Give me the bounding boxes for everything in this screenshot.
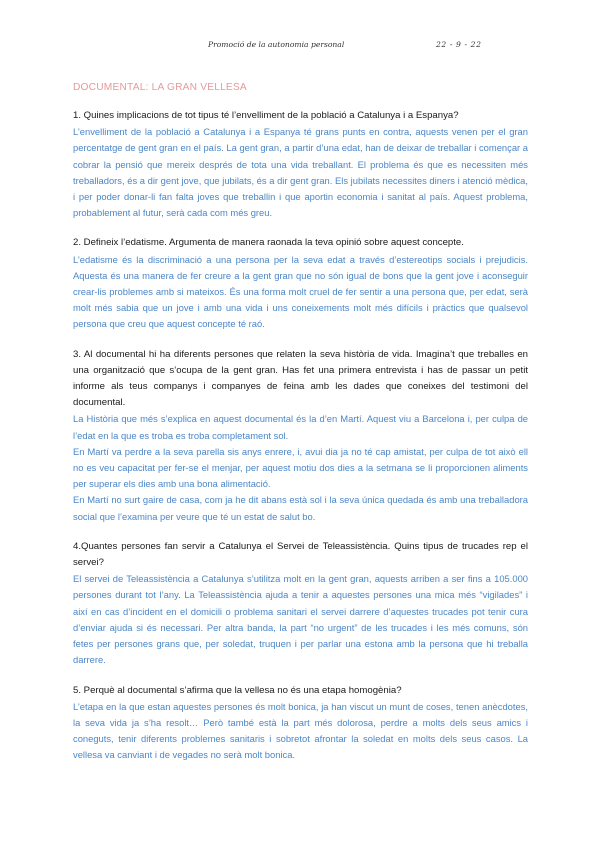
answer-4: El servei de Teleassistència a Catalunya s’utilitza molt en la gent gran, aquests arriben a ser fins a 105.000 persones durant tot l’any. La Teleassistència ajuda a tenir a aquestes persones una mica més “vigilades” i així en cas d’incident en el domicili o problema sanitari el servei darrere d’aquestes trucades pot tenir cura d’enviar ajuda si és necessari. Per altra banda, la part “no urgent” de les trucades i les més comuns, són fetes per persones grans que, per soledat, truquen i per parlar una estona amb la persona que hi treballa darrere. (73, 573, 528, 666)
section-3 (73, 347, 528, 525)
header-date: 22 - 9 - 22 (436, 40, 482, 49)
document-body (73, 108, 528, 778)
section-5 (73, 683, 528, 764)
answer-3-paragraph-1: La Història que més s’explica en aquest documental és la d’en Martí. Aquest viu a Barcelona i, per culpa de l’edat en la que es troba es troba completament sol. (73, 413, 528, 441)
section-2 (73, 235, 528, 332)
question-3: 3. Al documental hi ha diferents persones que relaten la seva història de vida. Imagina’t que treballes en una organització que s’ocupa de la gent gran. Has fet una primera entrevista i has de passar un petit informe als teus companys i companyes de feina amb les dades que coneixes del testimoni del documental. (73, 348, 528, 409)
question-2: 2. Defineix l’edatisme. Argumenta de manera raonada la teva opinió sobre aquest concepte. (73, 237, 464, 249)
answer-2: L’edatisme és la discriminació a una persona per la seva edat a través d’estereotips socials i prejudicis. Aquesta és una manera de fer creure a la gent gran que no són igual de bons que la gent jove i aconseguir crear-lis problemes amb si mateixos. És una forma molt cruel de fer sentir a una persona que, per edat, serà molt més sabia que un jove i amb una vida i uns coneixements molt més difícils i pràctics que qualsevol persona que creu que aquest concepte té raó. (73, 253, 528, 330)
answer-3-paragraph-2: En Martí va perdre a la seva parella sis anys enrere, i, avui dia ja no té cap amistat, per culpa de tot això ell no es veu capacitat per fer-se el menjar, per aquest motiu dos dies a la setmana se li proporcionen aliments per superar els dies amb una bona alimentació. (73, 445, 528, 490)
question-4: 4.Quantes persones fan servir a Catalunya el Servei de Teleassistència. Quins tipus de trucades rep el servei? (73, 540, 528, 569)
question-1: 1. Quines implicacions de tot tipus té l’envelliment de la població a Catalunya i a Espanya? (73, 110, 459, 121)
question-5: 5. Perquè al documental s’afirma que la vellesa no és una etapa homogènia? (73, 684, 402, 696)
answer-1: L’envelliment de la població a Catalunya i a Espanya té grans punts en contra, aquests venen per el gran percentatge de gent gran en el país. La gent gran, a partir d’una edat, han de deixar de treballar i començar a cobrar la pensió que mereix després de tota una vida treballant. El problema és que es necessiten més treballadors, és a dir gent jove, que jubilats, és a dir gent gran. Els jubilats necessites diners i atenció mèdica, i per poder donar-li fan falta joves que treballin i que aportin economia i sanitat al país. Aquest problema, probablement al futur, serà cada com més greu. (73, 126, 528, 219)
answer-3-paragraph-3: En Martí no surt gaire de casa, com ja he dit abans està sol i la seva única quedada és amb una treballadora social que l’examina per veure que té un estat de salut bo. (73, 494, 528, 522)
answer-5: L’etapa en la que estan aquestes persones és molt bonica, ja han viscut un munt de coses, tenen anècdotes, la seva vida ja s’ha resolt… Però també està la part més dolorosa, perdre a molts dels seus amics i coneguts, tenir diferents problemes sanitaris i sobretot afrontar la soledat en molts dels seus casos. La vellesa va canviant i de vegades no serà molt bonica. (73, 700, 528, 761)
section-1 (73, 108, 528, 221)
header-title: Promoció de la autonomia personal (208, 40, 345, 49)
document-title: DOCUMENTAL: LA GRAN VELLESA (73, 82, 247, 93)
section-4 (73, 539, 528, 669)
